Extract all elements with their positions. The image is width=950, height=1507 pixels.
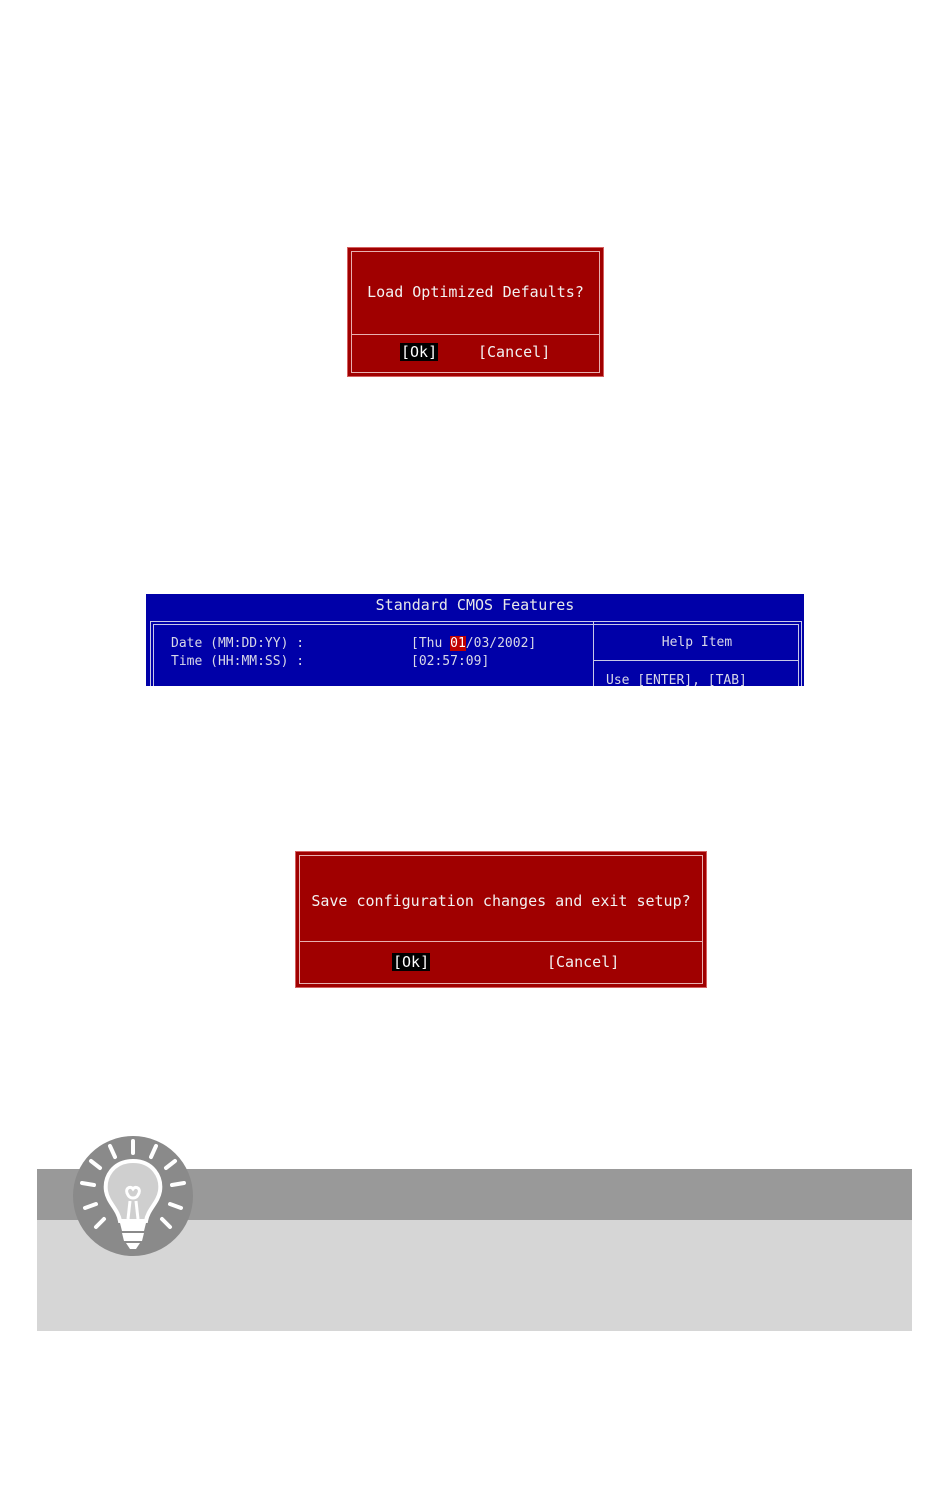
- date-value-prefix: [Thu: [411, 636, 451, 651]
- date-value-suffix: /03/2002]: [465, 636, 537, 651]
- ok-button[interactable]: [Ok]: [393, 953, 430, 971]
- dialog-frame: [299, 855, 703, 984]
- time-label: Time (HH:MM:SS) :: [171, 654, 305, 669]
- date-month-cursor[interactable]: 01: [450, 636, 466, 651]
- time-value[interactable]: [02:57:09]: [411, 654, 490, 669]
- lightbulb-icon: [68, 1131, 198, 1261]
- help-text: Use [ENTER], [TAB]: [606, 673, 747, 686]
- standard-cmos-features-panel: [146, 594, 804, 686]
- panel-title: Standard CMOS Features: [375, 596, 575, 614]
- cancel-button[interactable]: [Cancel]: [478, 343, 551, 361]
- help-divider: [594, 660, 798, 661]
- dialog-prompt: Load Optimized Defaults?: [367, 283, 584, 301]
- cancel-button[interactable]: [Cancel]: [547, 953, 620, 971]
- dialog-separator: [352, 334, 599, 335]
- dialog-frame: [351, 251, 600, 373]
- load-optimized-defaults-dialog: [347, 247, 604, 377]
- save-exit-dialog: [295, 851, 707, 988]
- date-label: Date (MM:DD:YY) :: [171, 636, 305, 651]
- date-value[interactable]: [411, 636, 536, 651]
- help-item-title: Help Item: [661, 635, 733, 650]
- panel-divider: [593, 621, 594, 686]
- dialog-separator: [300, 941, 702, 942]
- ok-button[interactable]: [Ok]: [401, 343, 438, 361]
- dialog-prompt: Save configuration changes and exit setup?: [311, 892, 691, 910]
